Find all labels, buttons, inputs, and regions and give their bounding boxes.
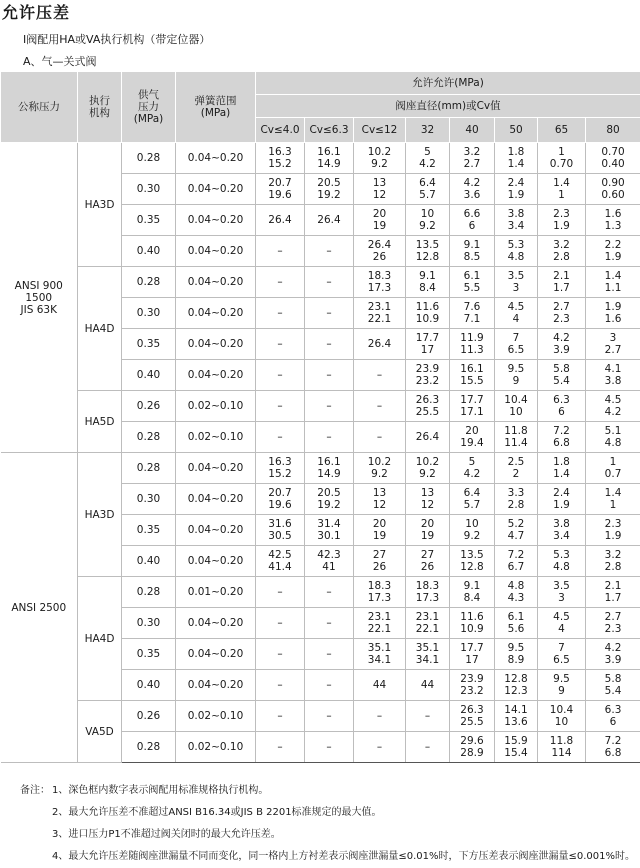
pressure-value-cell: 18.3 17.3 xyxy=(406,577,450,608)
header-cv-col: Cv≤12 xyxy=(354,118,406,143)
pressure-value-cell: – xyxy=(354,732,406,763)
pressure-value-cell: – xyxy=(305,608,354,639)
supply-pressure-cell: 0.40 xyxy=(122,360,176,391)
pressure-value-cell: 26.4 xyxy=(354,329,406,360)
pressure-value-cell: 23.1 22.1 xyxy=(354,298,406,329)
spring-range-cell: 0.04~0.20 xyxy=(176,608,256,639)
pressure-value-cell: 4.8 4.3 xyxy=(495,577,538,608)
pressure-value-cell: 6.1 5.5 xyxy=(450,267,495,298)
pressure-value-cell: 3.2 2.8 xyxy=(538,236,586,267)
pressure-value-cell: 17.7 17 xyxy=(450,639,495,670)
pressure-value-cell: – xyxy=(256,329,305,360)
pressure-value-cell: 26.4 26 xyxy=(354,236,406,267)
header-cv-col: 80 xyxy=(586,118,640,143)
pressure-value-cell: 26.4 xyxy=(406,422,450,453)
pressure-value-cell: 27 26 xyxy=(406,546,450,577)
spring-range-cell: 0.04~0.20 xyxy=(176,515,256,546)
pressure-value-cell: – xyxy=(305,391,354,422)
pressure-value-cell: 23.1 22.1 xyxy=(354,608,406,639)
pressure-value-cell: 12.8 12.3 xyxy=(495,670,538,701)
pressure-value-cell: 23.1 22.1 xyxy=(406,608,450,639)
pressure-value-cell: 1 0.7 xyxy=(586,453,640,484)
pressure-value-cell: 10.2 9.2 xyxy=(406,453,450,484)
pressure-value-cell: 16.1 14.9 xyxy=(305,453,354,484)
pressure-value-cell: 42.3 41 xyxy=(305,546,354,577)
pressure-value-cell: – xyxy=(305,670,354,701)
pressure-value-cell: – xyxy=(305,329,354,360)
pressure-value-cell: 5.8 5.4 xyxy=(538,360,586,391)
pressure-value-cell: 1.4 1.1 xyxy=(586,267,640,298)
pressure-value-cell: 1.4 1 xyxy=(586,484,640,515)
header-cv-col: 32 xyxy=(406,118,450,143)
pressure-class-cell: ANSI 900 1500 JIS 63K xyxy=(1,143,78,453)
pressure-value-cell: 11.9 11.3 xyxy=(450,329,495,360)
supply-pressure-cell: 0.40 xyxy=(122,236,176,267)
pressure-value-cell: 7 6.5 xyxy=(538,639,586,670)
actuator-cell: HA4D xyxy=(78,267,122,391)
pressure-value-cell: – xyxy=(256,608,305,639)
pressure-value-cell: 5 4.2 xyxy=(406,143,450,174)
pressure-class-cell: ANSI 2500 xyxy=(1,453,78,763)
pressure-value-cell: – xyxy=(305,577,354,608)
pressure-value-cell: 11.6 10.9 xyxy=(450,608,495,639)
pressure-value-cell: 23.9 23.2 xyxy=(406,360,450,391)
pressure-value-cell: 4.2 3.9 xyxy=(538,329,586,360)
pressure-value-cell: – xyxy=(305,732,354,763)
pressure-value-cell: 13 12 xyxy=(354,174,406,205)
pressure-value-cell: – xyxy=(256,577,305,608)
spring-range-cell: 0.04~0.20 xyxy=(176,298,256,329)
pressure-value-cell: 2.4 1.9 xyxy=(538,484,586,515)
spring-range-cell: 0.04~0.20 xyxy=(176,143,256,174)
note-3: 3、进口压力P1不准超过阀关闭时的最大允许压差。 xyxy=(20,824,635,846)
pressure-value-cell: 20.5 19.2 xyxy=(305,484,354,515)
table-row xyxy=(1,391,640,422)
pressure-value-cell: – xyxy=(256,360,305,391)
pressure-value-cell: – xyxy=(256,670,305,701)
spring-range-cell: 0.04~0.20 xyxy=(176,205,256,236)
spring-range-cell: 0.01~0.20 xyxy=(176,577,256,608)
pressure-value-cell: – xyxy=(305,639,354,670)
pressure-value-cell: 20.5 19.2 xyxy=(305,174,354,205)
pressure-value-cell: 18.3 17.3 xyxy=(354,577,406,608)
header-nominal-pressure: 公称压力 xyxy=(1,72,78,143)
pressure-value-cell: 29.6 28.9 xyxy=(450,732,495,763)
pressure-value-cell: – xyxy=(354,360,406,391)
spring-range-cell: 0.02~0.10 xyxy=(176,391,256,422)
actuator-cell: HA5D xyxy=(78,391,122,453)
pressure-value-cell: – xyxy=(256,639,305,670)
spring-range-cell: 0.04~0.20 xyxy=(176,639,256,670)
spring-range-cell: 0.02~0.10 xyxy=(176,422,256,453)
note-2: 2、最大允许压差不准超过ANSI B16.34或JIS B 2201标准规定的最大值。 xyxy=(20,802,635,824)
page-title: 允许压差 xyxy=(2,0,70,23)
supply-pressure-cell: 0.35 xyxy=(122,639,176,670)
pressure-value-cell: – xyxy=(305,236,354,267)
supply-pressure-cell: 0.40 xyxy=(122,670,176,701)
table-row xyxy=(1,701,640,732)
pressure-value-cell: 6.4 5.7 xyxy=(406,174,450,205)
pressure-value-cell: 2.3 1.9 xyxy=(586,515,640,546)
pressure-value-cell: 9.5 9 xyxy=(538,670,586,701)
pressure-value-cell: – xyxy=(305,267,354,298)
pressure-value-cell: 2.4 1.9 xyxy=(495,174,538,205)
pressure-value-cell: 6.6 6 xyxy=(450,205,495,236)
supply-pressure-cell: 0.28 xyxy=(122,732,176,763)
pressure-value-cell: 0.70 0.40 xyxy=(586,143,640,174)
pressure-value-cell: 13.5 12.8 xyxy=(450,546,495,577)
pressure-value-cell: 13 12 xyxy=(406,484,450,515)
supply-pressure-cell: 0.30 xyxy=(122,484,176,515)
table-row xyxy=(1,267,640,298)
pressure-value-cell: 7.6 7.1 xyxy=(450,298,495,329)
pressure-value-cell: 2.1 1.7 xyxy=(538,267,586,298)
pressure-value-cell: – xyxy=(256,298,305,329)
pressure-value-cell: – xyxy=(256,267,305,298)
pressure-value-cell: 20.7 19.6 xyxy=(256,174,305,205)
notes xyxy=(20,780,635,868)
pressure-value-cell: 9.1 8.4 xyxy=(450,577,495,608)
pressure-value-cell: 5 4.2 xyxy=(450,453,495,484)
pressure-value-cell: 7.2 6.7 xyxy=(495,546,538,577)
header-supply-pressure: 供气 压力 (MPa) xyxy=(122,72,176,143)
pressure-value-cell: 20 19 xyxy=(406,515,450,546)
pressure-value-cell: 6.3 6 xyxy=(586,701,640,732)
pressure-value-cell: – xyxy=(354,701,406,732)
pressure-value-cell: 13.5 12.8 xyxy=(406,236,450,267)
pressure-value-cell: 35.1 34.1 xyxy=(354,639,406,670)
pressure-value-cell: 5.2 4.7 xyxy=(495,515,538,546)
note-4: 4、最大允许压差随阀座泄漏量不同而变化，同一格内上方衬差表示阀座泄漏量≤0.01%时，下方压差表示阀座泄漏量≤0.001%时。 xyxy=(20,846,635,868)
pressure-value-cell: – xyxy=(305,298,354,329)
pressure-value-cell: 4.2 3.6 xyxy=(450,174,495,205)
actuator-cell: HA3D xyxy=(78,143,122,267)
pressure-value-cell: 11.8 11.4 xyxy=(495,422,538,453)
pressure-value-cell: 26.4 xyxy=(305,205,354,236)
pressure-value-cell: 6.4 5.7 xyxy=(450,484,495,515)
pressure-value-cell: 35.1 34.1 xyxy=(406,639,450,670)
pressure-value-cell: 44 xyxy=(354,670,406,701)
pressure-value-cell: 6.1 5.6 xyxy=(495,608,538,639)
pressure-value-cell: 7.2 6.8 xyxy=(586,732,640,763)
supply-pressure-cell: 0.40 xyxy=(122,546,176,577)
supply-pressure-cell: 0.28 xyxy=(122,577,176,608)
pressure-value-cell: 1 0.70 xyxy=(538,143,586,174)
spring-range-cell: 0.02~0.10 xyxy=(176,701,256,732)
pressure-value-cell: 10.4 10 xyxy=(495,391,538,422)
supply-pressure-cell: 0.28 xyxy=(122,453,176,484)
pressure-value-cell: 11.6 10.9 xyxy=(406,298,450,329)
pressure-value-cell: – xyxy=(256,701,305,732)
pressure-value-cell: 4.2 3.9 xyxy=(586,639,640,670)
pressure-value-cell: 4.1 3.8 xyxy=(586,360,640,391)
supply-pressure-cell: 0.30 xyxy=(122,174,176,205)
spring-range-cell: 0.04~0.20 xyxy=(176,267,256,298)
table-row xyxy=(1,577,640,608)
pressure-value-cell: 2.7 2.3 xyxy=(586,608,640,639)
pressure-value-cell: 5.3 4.8 xyxy=(495,236,538,267)
pressure-value-cell: – xyxy=(256,422,305,453)
subtitle: I阀配用HA或VA执行机构（带定位器） xyxy=(23,31,210,47)
pressure-value-cell: 23.9 23.2 xyxy=(450,670,495,701)
pressure-value-cell: – xyxy=(305,360,354,391)
pressure-value-cell: 26.4 xyxy=(256,205,305,236)
pressure-value-cell: 3.8 3.4 xyxy=(495,205,538,236)
pressure-value-cell: 3.5 3 xyxy=(495,267,538,298)
pressure-value-cell: 31.6 30.5 xyxy=(256,515,305,546)
pressure-value-cell: 4.5 4 xyxy=(495,298,538,329)
pressure-value-cell: 3.2 2.7 xyxy=(450,143,495,174)
spring-range-cell: 0.04~0.20 xyxy=(176,546,256,577)
header-cv-col: 50 xyxy=(495,118,538,143)
header-cv-col: Cv≤4.0 xyxy=(256,118,305,143)
pressure-value-cell: 3 2.7 xyxy=(586,329,640,360)
pressure-value-cell: 2.3 1.9 xyxy=(538,205,586,236)
pressure-value-cell: 9.5 9 xyxy=(495,360,538,391)
pressure-value-cell: – xyxy=(305,701,354,732)
pressure-value-cell: 13 12 xyxy=(354,484,406,515)
supply-pressure-cell: 0.30 xyxy=(122,608,176,639)
pressure-value-cell: 0.90 0.60 xyxy=(586,174,640,205)
section-heading: A、气—关式阀 xyxy=(23,53,97,69)
spring-range-cell: 0.04~0.20 xyxy=(176,236,256,267)
pressure-value-cell: 16.3 15.2 xyxy=(256,143,305,174)
header-cv-col: Cv≤6.3 xyxy=(305,118,354,143)
supply-pressure-cell: 0.26 xyxy=(122,391,176,422)
pressure-value-cell: 10.2 9.2 xyxy=(354,143,406,174)
actuator-cell: HA3D xyxy=(78,453,122,577)
pressure-value-cell: 44 xyxy=(406,670,450,701)
pressure-value-cell: 1.6 1.3 xyxy=(586,205,640,236)
notes-label: 备注： xyxy=(20,780,52,802)
supply-pressure-cell: 0.28 xyxy=(122,267,176,298)
pressure-value-cell: 10.4 10 xyxy=(538,701,586,732)
note-1: 备注： 1、深色框内数字表示阀配用标准规格执行机构。 xyxy=(20,780,635,802)
header-seat-diameter: 阀座直径(mm)或Cv值 xyxy=(256,95,640,118)
pressure-value-cell: 20 19 xyxy=(354,205,406,236)
pressure-value-cell: 1.8 1.4 xyxy=(538,453,586,484)
pressure-value-cell: 10.2 9.2 xyxy=(354,453,406,484)
pressure-value-cell: 5.1 4.8 xyxy=(586,422,640,453)
header-cv-col: 40 xyxy=(450,118,495,143)
pressure-value-cell: – xyxy=(256,236,305,267)
pressure-value-cell: 9.1 8.5 xyxy=(450,236,495,267)
supply-pressure-cell: 0.26 xyxy=(122,701,176,732)
actuator-cell: HA4D xyxy=(78,577,122,701)
pressure-value-cell: 4.5 4 xyxy=(538,608,586,639)
pressure-value-cell: 2.7 2.3 xyxy=(538,298,586,329)
pressure-value-cell: 1.9 1.6 xyxy=(586,298,640,329)
pressure-value-cell: 5.3 4.8 xyxy=(538,546,586,577)
table-row xyxy=(1,143,640,174)
spring-range-cell: 0.04~0.20 xyxy=(176,670,256,701)
pressure-value-cell: 3.2 2.8 xyxy=(586,546,640,577)
pressure-value-cell: 10 9.2 xyxy=(450,515,495,546)
pressure-value-cell: 2.2 1.9 xyxy=(586,236,640,267)
allowable-pressure-table xyxy=(0,71,640,763)
supply-pressure-cell: 0.35 xyxy=(122,329,176,360)
pressure-value-cell: 42.5 41.4 xyxy=(256,546,305,577)
spring-range-cell: 0.04~0.20 xyxy=(176,329,256,360)
pressure-value-cell: 7 6.5 xyxy=(495,329,538,360)
pressure-value-cell: – xyxy=(406,732,450,763)
supply-pressure-cell: 0.35 xyxy=(122,205,176,236)
supply-pressure-cell: 0.28 xyxy=(122,143,176,174)
pressure-value-cell: 11.8 114 xyxy=(538,732,586,763)
pressure-value-cell: 6.3 6 xyxy=(538,391,586,422)
spring-range-cell: 0.04~0.20 xyxy=(176,360,256,391)
supply-pressure-cell: 0.30 xyxy=(122,298,176,329)
pressure-value-cell: 7.2 6.8 xyxy=(538,422,586,453)
pressure-value-cell: 26.3 25.5 xyxy=(406,391,450,422)
pressure-value-cell: 5.8 5.4 xyxy=(586,670,640,701)
supply-pressure-cell: 0.35 xyxy=(122,515,176,546)
pressure-value-cell: 3.8 3.4 xyxy=(538,515,586,546)
header-spring-range: 弹簧范围 (MPa) xyxy=(176,72,256,143)
spring-range-cell: 0.04~0.20 xyxy=(176,174,256,205)
pressure-value-cell: 16.3 15.2 xyxy=(256,453,305,484)
pressure-value-cell: – xyxy=(354,391,406,422)
header-allowable-pressure: 允许允许(MPa) xyxy=(256,72,640,95)
pressure-value-cell: – xyxy=(305,422,354,453)
supply-pressure-cell: 0.28 xyxy=(122,422,176,453)
pressure-value-cell: 14.1 13.6 xyxy=(495,701,538,732)
pressure-value-cell: 26.3 25.5 xyxy=(450,701,495,732)
pressure-value-cell: 16.1 15.5 xyxy=(450,360,495,391)
pressure-value-cell: 2.5 2 xyxy=(495,453,538,484)
header-cv-col: 65 xyxy=(538,118,586,143)
pressure-value-cell: 3.3 2.8 xyxy=(495,484,538,515)
pressure-value-cell: 3.5 3 xyxy=(538,577,586,608)
pressure-value-cell: – xyxy=(256,732,305,763)
pressure-value-cell: 9.5 8.9 xyxy=(495,639,538,670)
pressure-value-cell: 15.9 15.4 xyxy=(495,732,538,763)
actuator-cell: VA5D xyxy=(78,701,122,763)
pressure-value-cell: 10 9.2 xyxy=(406,205,450,236)
pressure-value-cell: 17.7 17 xyxy=(406,329,450,360)
pressure-value-cell: – xyxy=(406,701,450,732)
pressure-value-cell: 18.3 17.3 xyxy=(354,267,406,298)
pressure-value-cell: 20 19 xyxy=(354,515,406,546)
pressure-value-cell: 1.4 1 xyxy=(538,174,586,205)
pressure-value-cell: 20 19.4 xyxy=(450,422,495,453)
pressure-value-cell: 4.5 4.2 xyxy=(586,391,640,422)
pressure-value-cell: 20.7 19.6 xyxy=(256,484,305,515)
pressure-value-cell: 9.1 8.4 xyxy=(406,267,450,298)
pressure-value-cell: 31.4 30.1 xyxy=(305,515,354,546)
pressure-value-cell: – xyxy=(354,422,406,453)
spring-range-cell: 0.04~0.20 xyxy=(176,453,256,484)
spring-range-cell: 0.04~0.20 xyxy=(176,484,256,515)
pressure-value-cell: 27 26 xyxy=(354,546,406,577)
pressure-value-cell: 2.1 1.7 xyxy=(586,577,640,608)
pressure-value-cell: 17.7 17.1 xyxy=(450,391,495,422)
header-actuator: 执行 机构 xyxy=(78,72,122,143)
pressure-value-cell: – xyxy=(256,391,305,422)
pressure-value-cell: 1.8 1.4 xyxy=(495,143,538,174)
pressure-value-cell: 16.1 14.9 xyxy=(305,143,354,174)
table-row xyxy=(1,453,640,484)
spring-range-cell: 0.02~0.10 xyxy=(176,732,256,763)
